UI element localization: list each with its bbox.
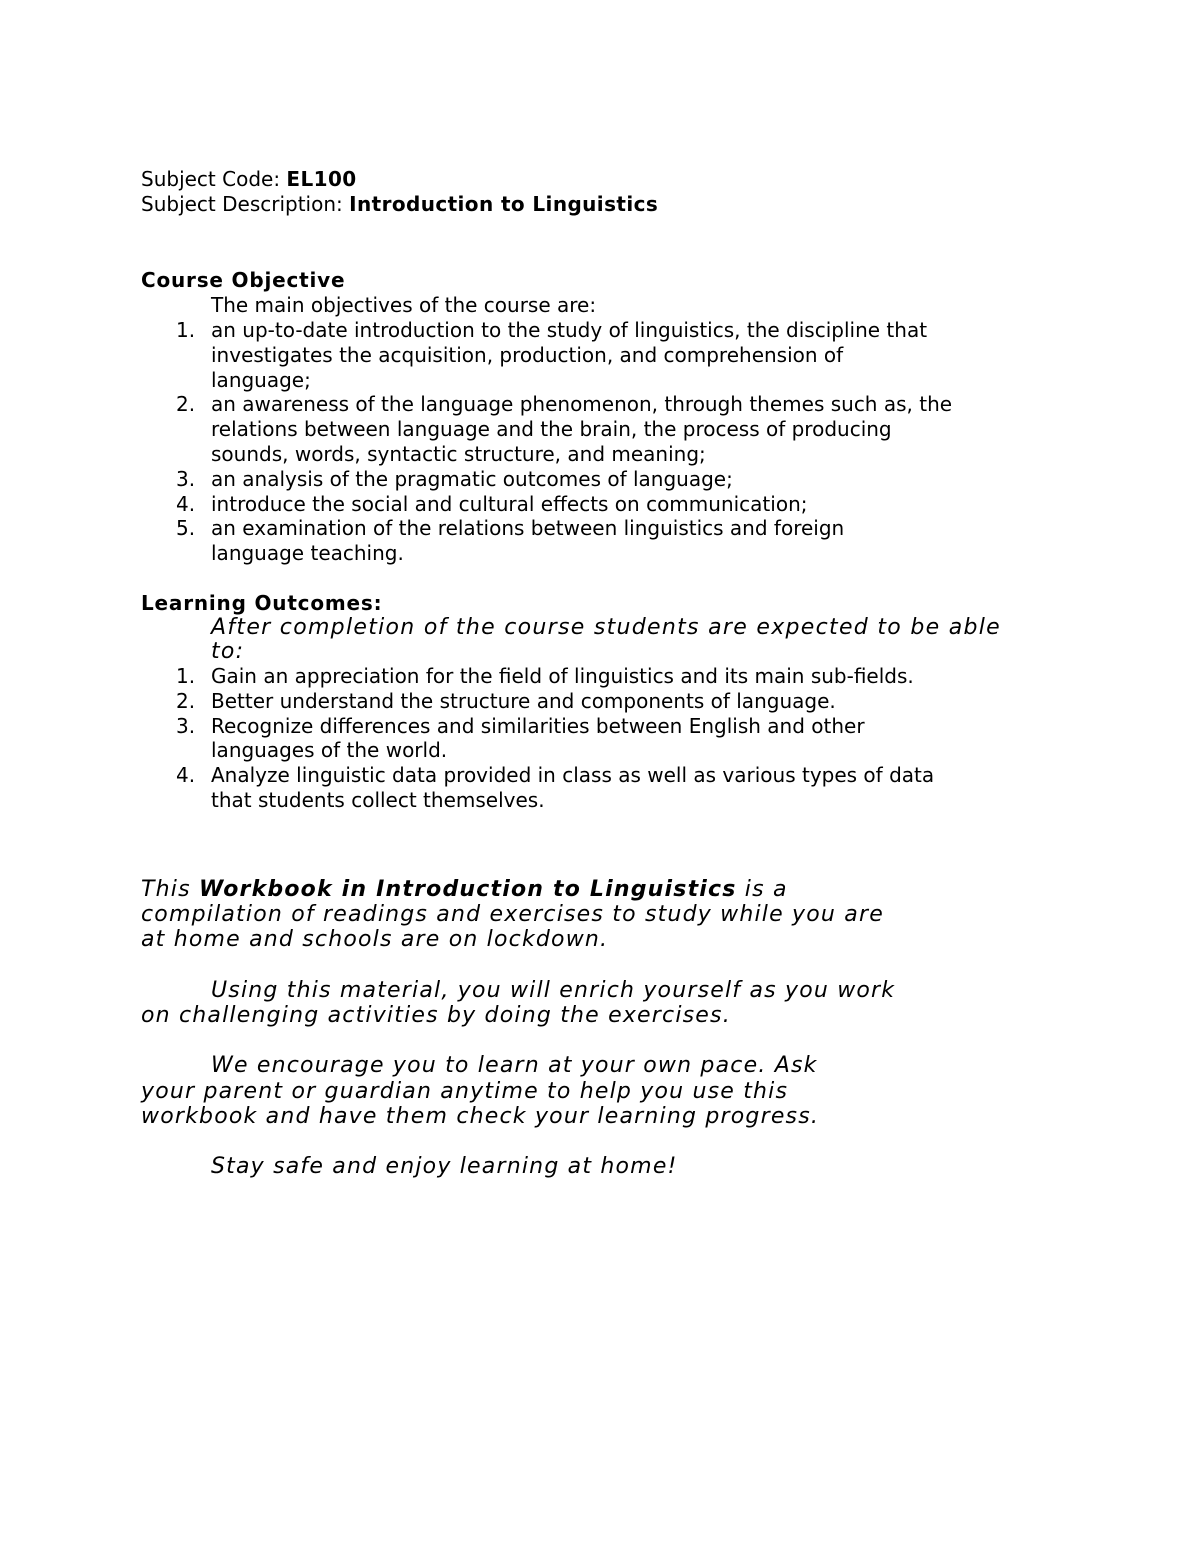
list-line: Gain an appreciation for the field of linguistics and its main sub-fields.	[211, 663, 914, 688]
closing-p4-line-1: Stay safe and enjoy learning at home!	[211, 1154, 678, 1180]
learning-outcomes-heading: Learning Outcomes:	[141, 590, 383, 615]
closing-paragraph-4	[141, 1154, 1191, 1179]
course-objective-intro: The main objectives of the course are:	[211, 293, 597, 317]
subject-code-value: EL100	[286, 167, 357, 191]
list-item	[141, 763, 1191, 813]
list-item	[141, 467, 1191, 492]
closing-p1-prefix: This	[141, 876, 199, 902]
list-line: that students collect themselves.	[211, 787, 545, 812]
learning-outcomes-list	[141, 664, 1191, 813]
learning-outcomes-intro	[141, 616, 1191, 664]
list-line: an examination of the relations between linguistics and foreign	[211, 516, 845, 541]
closing-p3-line-3: workbook and have them check your learning progress.	[141, 1103, 820, 1129]
closing-paragraph-3	[141, 1053, 1191, 1129]
closing-p3-line-2: your parent or guardian anytime to help you use this	[141, 1078, 789, 1104]
list-line: Better understand the structure and components of language.	[211, 688, 836, 713]
closing-paragraph-1	[141, 877, 1191, 953]
closing-p2-line-2: on challenging activities by doing the exercises.	[141, 1002, 731, 1028]
subject-description-line	[141, 192, 1191, 217]
list-line: investigates the acquisition, production, and comprehension of	[211, 342, 844, 367]
list-item	[141, 492, 1191, 517]
list-line: Recognize differences and similarities between English and other	[211, 713, 865, 738]
list-line: Analyze linguistic data provided in class as well as various types of data	[211, 763, 935, 788]
list-line: sounds, words, syntactic structure, and meaning;	[211, 441, 706, 466]
list-line: language teaching.	[211, 541, 404, 566]
learning-outcomes-intro-line-2: to:	[211, 638, 245, 664]
closing-p3-line-1: We encourage you to learn at your own pace. Ask	[211, 1053, 818, 1079]
list-item	[141, 689, 1191, 714]
closing-paragraph-2	[141, 978, 1191, 1029]
subject-description-value: Introduction to Linguistics	[349, 192, 659, 216]
closing-p1-suffix: is a	[736, 876, 788, 902]
course-objective-heading: Course Objective	[141, 268, 346, 292]
list-number: 1.	[176, 318, 196, 342]
list-number: 2.	[176, 688, 196, 713]
list-item	[141, 714, 1191, 764]
list-line: language;	[211, 367, 311, 392]
list-line: an up-to-date introduction to the study of linguistics, the discipline that	[211, 318, 928, 342]
closing-p1-line-2: compilation of readings and exercises to study while you are	[141, 902, 884, 928]
list-number: 5.	[176, 516, 196, 541]
list-number: 3.	[176, 466, 196, 491]
closing-p2-line-1: Using this material, you will enrich yourself as you work	[211, 977, 896, 1003]
list-line: an analysis of the pragmatic outcomes of language;	[211, 466, 733, 491]
list-number: 2.	[176, 392, 196, 417]
list-line: introduce the social and cultural effects on communication;	[211, 491, 808, 516]
subject-code-label: Subject Code:	[141, 167, 281, 191]
list-line: an awareness of the language phenomenon, through themes such as, the	[211, 392, 953, 417]
list-number: 4.	[176, 491, 196, 516]
learning-outcomes-intro-line-1: After completion of the course students are expected to be able	[211, 614, 1002, 640]
list-item	[141, 318, 1191, 392]
document-page	[141, 167, 1191, 1179]
list-item	[141, 392, 1191, 466]
subject-description-label: Subject Description:	[141, 192, 343, 216]
list-item	[141, 516, 1191, 566]
list-line: relations between language and the brain, the process of producing	[211, 417, 892, 442]
subject-code-line	[141, 167, 1191, 192]
list-line: languages of the world.	[211, 738, 448, 763]
list-item	[141, 664, 1191, 689]
list-number: 4.	[176, 763, 196, 788]
workbook-title: Workbook in Introduction to Linguistics	[198, 876, 737, 902]
closing-p1-line-3: at home and schools are on lockdown.	[141, 927, 609, 953]
list-number: 1.	[176, 663, 196, 688]
list-number: 3.	[176, 713, 196, 738]
course-objective-list	[141, 318, 1191, 566]
closing-message	[141, 877, 1191, 1180]
